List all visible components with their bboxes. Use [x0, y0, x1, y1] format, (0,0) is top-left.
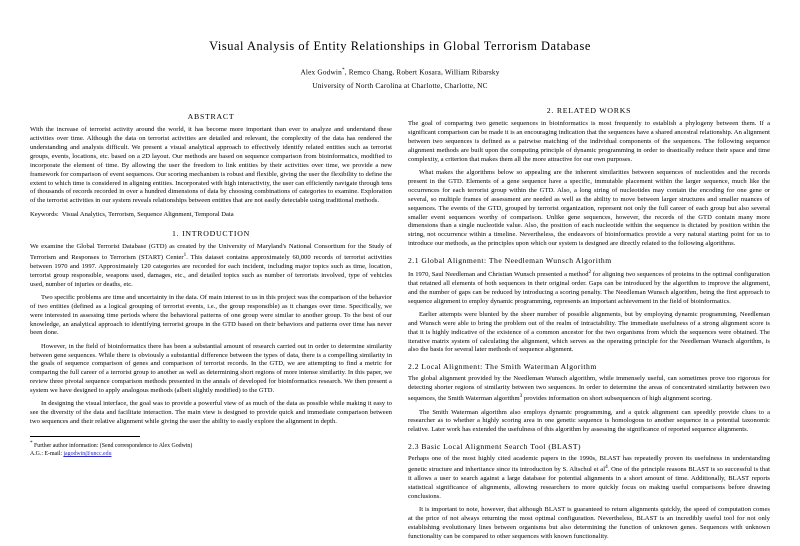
subsection-2-2-heading: 2.2 Local Alignment: The Smith Waterman Algorithm — [408, 362, 597, 372]
footnote-block — [30, 436, 392, 459]
author-first: Alex Godwin — [300, 67, 342, 77]
sec22-p1-part-a: The global alignment provided by the Needleman Wunsch algorithm, while immensely useful, can sometimes prove too rigorous for detecting shorter regions of similarity between two sequences. In order to determine the areas of concentrated similarity between two sequences, the Smith Waterman algorithm — [408, 375, 770, 403]
keywords-value: Visual Analytics, Terrorism, Sequence Alignment, Temporal Data — [61, 211, 234, 219]
subsection-2-3-heading: 2.3 Basic Local Alignment Search Tool (BLAST) — [408, 442, 582, 452]
author-footnote-marker: * — [341, 66, 345, 73]
title-block — [30, 38, 770, 90]
sec22-paragraph-2: The Smith Waterman algorithm also employs dynamic programming, and a quick alignment can speedily provide clues to a researcher as to whether a highly scoring area in one genetic sequence is homologous to another sequence in a potential taxonomic relative. Later work has extended the usefulness of this algorithm by assessing the significance of reported sequence alignments. — [408, 408, 770, 434]
footnote-line-1 — [30, 440, 392, 450]
sec23-paragraph-2: It is important to note, however, that although BLAST is guaranteed to return alignments quickly, the speed of computation comes at the price of not always returning the most optimal configuration. Nevertheless, BLAST is an incredibly useful tool for not only establishing evolutionary lines between organisms but also determining the function of unknown genes. Sequences with unknown functionality can be compared to other sequences with known functionality. — [408, 506, 770, 540]
left-column — [30, 106, 392, 546]
page-title: Visual Analysis of Entity Relationships in Global Terrorism Database — [209, 39, 591, 53]
author-list — [30, 67, 770, 76]
intro-p1-part-b: . This dataset contains approximately 60,000 records of terrorist activities between 1970 and 1997. Approximately 120 categories are recorded for each incident, including major topics such as time, location, terrorist group responsible, weapons used, damages, etc., and detailed topics such as number of terrorists involved, type of vehicles used, number of injuries or deaths, etc. — [30, 254, 392, 288]
intro-paragraph-3: However, in the field of bioinformatics there has been a substantial amount of research carried out in order to determine similarity between gene sequences. While there is obviously a substantial difference between the types of data, there is a compelling similarity in the goals of sequence comparison of genes and comparison of terrorist records. In the GTD, we are attempting to find a metric for comparing the full career of a terrorist group to another as well as determining short regions of more intense similarity. In this paper, we review three pivotal sequence comparison methods presented in the annals of developed for bioinformatics research. We then present a system we have designed to apply analogous methods (albeit slightly modified) to the GTD. — [30, 342, 392, 395]
related-paragraph-2: What makes the algorithms below so appealing are the inherent similarities between sequences of nucleotides and the records present in the GTD. Elements of a gene sequence have a specific, immutable placement within the larger sequence, much like the occurrences for each terrorist group within the GTD. Also, a long string of nucleotides may contain the encoding for one gene or several, so multiple frames of assessment are needed as well as the ability to move between larger structures and smaller nuances of sequences. The events of the GTD, grouped by terrorist organization, represent not only the full career of each group but also several smaller event sequences worthy of comparison. Unlike gene sequences, however, the records of the GTD contain many more dimensions than a single nucleotide value. Also, the position of each nucleotide within the sequence is dictated by position within the string, not occurrence within a timeline. Nevertheless, the endeavors of bioinformatics provide a very natural starting point for us to introduce our methods, as the principles upon which our system is designed are directly related to the following algorithms. — [408, 169, 770, 248]
sec23-p1-part-b: . One of the principle reasons BLAST is so successful is that it allows a user to search against a large database for potential alignments in a short amount of time. Additionally, BLAST reports statistical significance of alignments, allowing researchers to more quickly focus on making useful comparisons before drawing conclusions. — [408, 466, 770, 500]
footnote-divider — [30, 436, 140, 437]
sec23-p1-part-a: Perhaps one of the most highly cited academic papers in the 1990s, BLAST has repeatedly proven its usefulness in understanding genetic structure and inheritance since its introduction by S. Altschul et al — [408, 455, 770, 474]
email-link[interactable]: jagodwin@uncc.edu — [63, 451, 112, 458]
related-paragraph-1: The goal of comparing two genetic sequences in bioinformatics is most frequently to establish a phylogeny between them. If a significant comparison can be made it is an encouraging indication that the sequences have a shared ancestral relationship. An alignment between two sequences is defined as a pairwise matching of the individual components of the sequences. The following sequence alignment methods are built upon the computing principle of dynamic programming in order to drastically reduce their space and time complexity, a criterion that makes them all the more attractive for our own purposes. — [408, 120, 770, 163]
intro-paragraph-4: In designing the visual interface, the goal was to provide a powerful view of as much of the data as possible while making it easy to see the diversity of the data and facilitate interaction. The main view is designed to provide quick and immediate comparison between two sequences and their relative alignment while giving the user the ability to easily explore the alignment in depth. — [30, 400, 392, 426]
introduction-heading: 1. INTRODUCTION — [172, 229, 250, 238]
sec21-paragraph-1 — [408, 269, 770, 307]
sec21-paragraph-2: Earlier attempts were blunted by the sheer number of possible alignments, but by employing dynamic programming, Needleman and Wunsch were able to bring the problem out of the realm of intractability. The immediate usefulness of a strong alignment score is that it is highly indicative of the existence of a common ancestor for the two organisms from which the sequences were obtained. The iterative matrix system of calculating the alignment, which serves as the operating principle for the Needleman Wunsch algorithm, is also the basis for several later methods of sequence alignment. — [408, 311, 770, 354]
intro-paragraph-1 — [30, 243, 392, 289]
citation-marker-4: 4 — [605, 464, 608, 471]
footnote-email-label: A.G.: E-mail: — [30, 451, 64, 458]
citation-marker-1: 1 — [183, 251, 187, 258]
keywords-line — [30, 211, 392, 220]
footnote-text: Further author information: (Send correspondence to Alex Godwin) — [32, 442, 193, 449]
sec22-paragraph-1 — [408, 375, 770, 404]
abstract-heading: ABSTRACT — [187, 112, 235, 122]
intro-paragraph-2: Two specific problems are time and uncertainty in the data. Of main interest to us in this project was the comparison of the behavior of two entities (defined as a logical grouping of terrorist events, i.e., the group responsible) as it changes over time. Specifically, we were interested in assessing time periods where the behavioral patterns of one group were similar to another group. To the best of our knowledge, an analytical approach to identifying terrorist groups in the GTD based on their behaviors and patterns over time has never been done. — [30, 293, 392, 337]
citation-marker-3: 3 — [519, 393, 523, 400]
affiliation: University of North Carolina at Charlotte, Charlotte, NC — [312, 81, 488, 91]
two-column-body — [30, 106, 770, 546]
related-works-heading: 2. RELATED WORKS — [546, 106, 632, 116]
abstract-body: With the increase of terrorist activity around the world, it has become more important than ever to analyze and understand these activities over time. Although the data on terrorist activities are detailed and relevant, the complexity of the data has rendered the understanding and analysis difficult. We present a visual analytical approach to effectively identify related entities such as terrorist groups, events, locations, etc. based on a 2D layout. Our methods are based on sequence comparison from bioinformatics, modified to incorporate the element of time. By allowing the user the freedom to link entities by their activities over time, we provide a new framework for comparison of event sequences. Our scoring mechanism is robust and flexible, giving the user the flexibility to define the extent to which time is considered in aligning entities. Incorporated with high interactivity, the user can efficiently navigate through tens of thousands of records recorded in over a hundred dimensions of data by choosing combinations of categories to examine. Exploration of the terrorist activities in our system reveals relationships between entities that are not easily detectable using traditional methods. — [30, 126, 392, 205]
sec23-paragraph-1 — [408, 455, 770, 501]
keywords-label: Keywords: — [30, 211, 59, 219]
subsection-2-1-heading: 2.1 Global Alignment: The Needleman Wunsch Algorithm — [408, 255, 612, 265]
sec21-p1-part-a: In 1970, Saul Needleman and Christian Wunsch presented a method — [408, 271, 589, 279]
sec21-p1-part-b: for aligning two sequences of proteins in the optimal configuration that retained all elements of both sequences in their original order. Gaps can be introduced by the algorithm to improve the alignment, and the number of gaps can be reduced by introducing a scoring penalty. The Needleman Wunsch algorithm, being the first approach to sequence alignment to employ dynamic programming, represents an important achievement in the field of bioinformatics. — [408, 271, 770, 305]
citation-marker-2: 2 — [588, 268, 592, 275]
author-rest: , Remco Chang, Robert Kosara, William Ribarsky — [344, 67, 500, 77]
right-column — [408, 106, 770, 546]
footnote-marker: * — [30, 440, 33, 446]
sec22-p1-part-b: provides information on short subsequences of high alignment scoring. — [522, 395, 712, 403]
intro-p1-part-a: We examine the Global Terrorist Database (GTD) as created by the University of Maryland's National Consortium for the Study of Terrorism and Responses to Terrorism (START) Center — [30, 243, 392, 262]
footnote-line-2 — [30, 450, 392, 458]
